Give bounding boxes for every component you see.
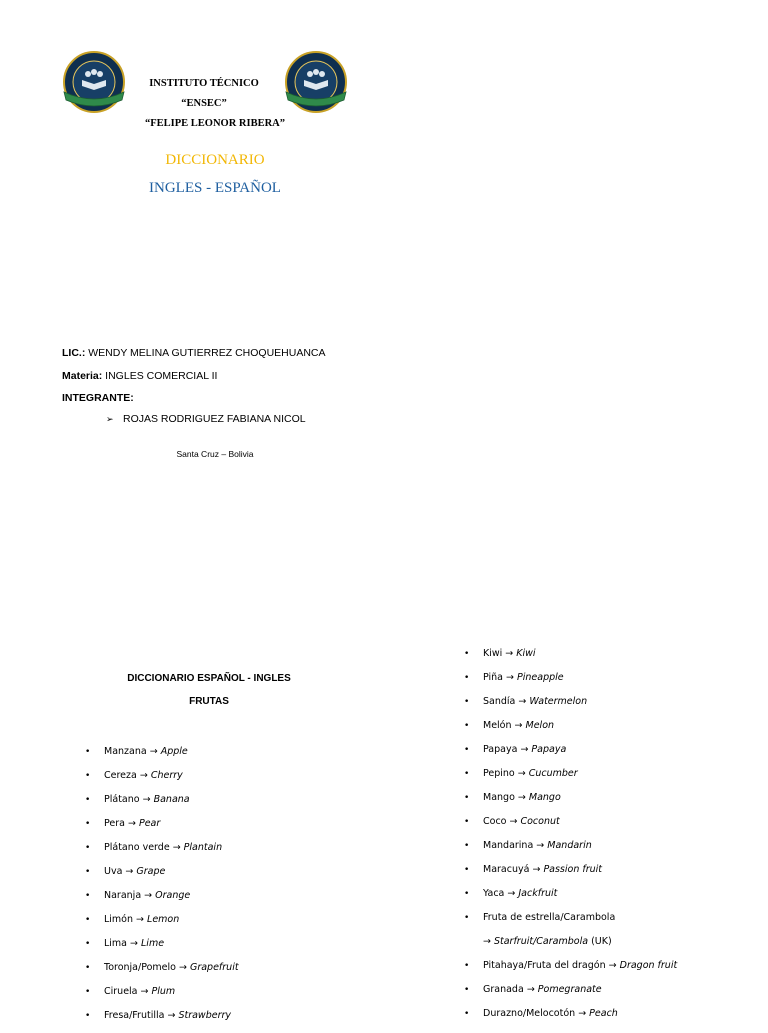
english-word: Strawberry <box>178 1010 232 1021</box>
arrow-icon: → <box>133 914 148 925</box>
arrow-icon: → <box>517 744 532 755</box>
list-item <box>84 817 239 841</box>
spanish-word: Ciruela <box>104 986 138 997</box>
arrow-icon: → <box>575 1008 590 1019</box>
member-name: ROJAS RODRIGUEZ FABIANA NICOL <box>123 413 306 425</box>
integrante-label: INTEGRANTE: <box>62 392 134 404</box>
lic-label: LIC.: <box>62 347 86 359</box>
arrow-icon: → <box>175 962 190 973</box>
integrante-line <box>62 392 134 404</box>
arrow-icon: → <box>502 648 517 659</box>
spanish-word: Fresa/Frutilla <box>104 1010 165 1021</box>
list-item <box>84 937 239 961</box>
arrow-icon: → <box>511 720 526 731</box>
materia-label: Materia: <box>62 370 103 382</box>
spanish-word: Yaca <box>483 888 505 899</box>
spanish-word: Maracuyá <box>483 864 530 875</box>
list-item <box>84 985 239 1009</box>
document-subtitle: INGLES - ESPAÑOL <box>149 180 281 196</box>
document-title: DICCIONARIO <box>165 152 265 168</box>
materia-line <box>62 370 217 382</box>
english-word: Coconut <box>520 816 560 827</box>
english-word: Apple <box>160 746 188 757</box>
spanish-word: Granada <box>483 984 524 995</box>
list-item <box>84 961 239 985</box>
spanish-word: Pitahaya/Fruta del dragón <box>483 960 606 971</box>
member-item <box>106 413 306 425</box>
list-item <box>463 839 677 863</box>
arrow-icon: → <box>515 696 530 707</box>
list-item <box>463 983 677 1007</box>
spanish-word: Uva <box>104 866 123 877</box>
arrow-icon: → <box>605 960 620 971</box>
list-item <box>463 743 677 767</box>
english-word: Plantain <box>183 842 223 853</box>
english-word: Lime <box>141 938 165 949</box>
arrow-icon: → <box>141 890 156 901</box>
list-item <box>463 647 677 671</box>
english-word: Pineapple <box>517 672 564 683</box>
english-word: Grape <box>136 866 166 877</box>
english-word: Mango <box>528 792 561 803</box>
english-word: Pomegranate <box>537 984 602 995</box>
fruit-list-left <box>84 745 239 1033</box>
spanish-word: Limón <box>104 914 134 925</box>
english-word: Plum <box>151 986 176 997</box>
arrow-icon: → <box>139 794 154 805</box>
spanish-word: Melón <box>483 720 512 731</box>
list-item <box>84 1009 239 1033</box>
fruit-list-right <box>463 647 677 1031</box>
spanish-word: Pepino <box>483 768 515 779</box>
english-word: Papaya <box>531 744 567 755</box>
list-item <box>84 841 239 865</box>
list-item <box>463 911 677 935</box>
arrow-icon: → <box>137 986 152 997</box>
spanish-word: Piña <box>483 672 504 683</box>
english-word: Dragon fruit <box>619 960 678 971</box>
arrow-bullet-icon: ➢ <box>106 414 114 424</box>
english-word: Grapefruit <box>189 962 239 973</box>
english-word: Orange <box>155 890 191 901</box>
english-word: Melon <box>525 720 555 731</box>
english-word: Starfruit/Carambola <box>493 936 589 947</box>
list-item <box>84 769 239 793</box>
materia-value: INGLES COMERCIAL II <box>102 370 218 382</box>
spanish-word: Manzana <box>104 746 147 757</box>
list-item <box>463 887 677 911</box>
section-heading: FRUTAS <box>189 696 229 707</box>
list-item <box>463 695 677 719</box>
spanish-word: Durazno/Melocotón <box>483 1008 576 1019</box>
spanish-word: Toronja/Pomelo <box>104 962 176 973</box>
spanish-word: Cereza <box>104 770 137 781</box>
arrow-icon: → <box>169 842 184 853</box>
list-item <box>463 719 677 743</box>
dictionary-heading: DICCIONARIO ESPAÑOL - INGLES <box>127 673 291 684</box>
list-item <box>84 865 239 889</box>
spanish-word: Sandía <box>483 696 516 707</box>
spanish-word: Plátano <box>104 794 140 805</box>
english-word: Lemon <box>147 914 180 925</box>
arrow-icon: → <box>514 768 529 779</box>
arrow-icon: → <box>504 888 519 899</box>
arrow-icon: → <box>523 984 538 995</box>
list-item <box>463 767 677 791</box>
spanish-word: Fruta de estrella/Carambola <box>483 912 616 923</box>
list-item <box>84 745 239 769</box>
arrow-icon: → <box>164 1010 179 1021</box>
spanish-word: Mango <box>483 792 515 803</box>
institute-line-3: “FELIPE LEONOR RIBERA” <box>144 118 286 129</box>
spanish-word: Pera <box>104 818 125 829</box>
spanish-word: Kiwi <box>483 648 503 659</box>
arrow-icon: → <box>136 770 151 781</box>
english-word: Passion fruit <box>543 864 603 875</box>
english-word: Cherry <box>150 770 183 781</box>
arrow-icon: → <box>146 746 161 757</box>
list-item <box>463 815 677 839</box>
list-item <box>463 791 677 815</box>
region-note: (UK) <box>588 936 612 947</box>
english-word: Jackfruit <box>518 888 558 899</box>
spanish-word: Plátano verde <box>104 842 170 853</box>
spanish-word: Mandarina <box>483 840 534 851</box>
arrow-icon: → <box>529 864 544 875</box>
english-word: Cucumber <box>528 768 578 779</box>
school-logo-right <box>282 50 350 118</box>
list-item-continuation <box>463 935 677 959</box>
list-item <box>463 1007 677 1031</box>
arrow-icon: → <box>483 936 494 947</box>
lic-value: WENDY MELINA GUTIERREZ CHOQUEHUANCA <box>85 347 326 359</box>
english-word: Banana <box>153 794 190 805</box>
list-item <box>463 959 677 983</box>
lic-line <box>62 347 326 359</box>
arrow-icon: → <box>503 672 518 683</box>
spanish-word: Lima <box>104 938 128 949</box>
arrow-icon: → <box>122 866 137 877</box>
arrow-icon: → <box>514 792 529 803</box>
arrow-icon: → <box>533 840 548 851</box>
arrow-icon: → <box>127 938 142 949</box>
list-item <box>84 913 239 937</box>
list-item <box>84 793 239 817</box>
spanish-word: Naranja <box>104 890 142 901</box>
institute-line-1: INSTITUTO TÉCNICO <box>149 78 259 89</box>
english-word: Kiwi <box>516 648 536 659</box>
institute-line-2: “ENSEC” <box>181 98 227 109</box>
arrow-icon: → <box>506 816 521 827</box>
english-word: Watermelon <box>529 696 588 707</box>
list-item <box>463 671 677 695</box>
list-item <box>84 889 239 913</box>
english-word: Peach <box>589 1008 618 1019</box>
english-word: Pear <box>138 818 161 829</box>
arrow-icon: → <box>124 818 139 829</box>
city-line: Santa Cruz – Bolivia <box>176 449 254 459</box>
list-item <box>463 863 677 887</box>
english-word: Mandarin <box>547 840 592 851</box>
spanish-word: Papaya <box>483 744 518 755</box>
spanish-word: Coco <box>483 816 507 827</box>
school-logo-left <box>60 50 128 118</box>
